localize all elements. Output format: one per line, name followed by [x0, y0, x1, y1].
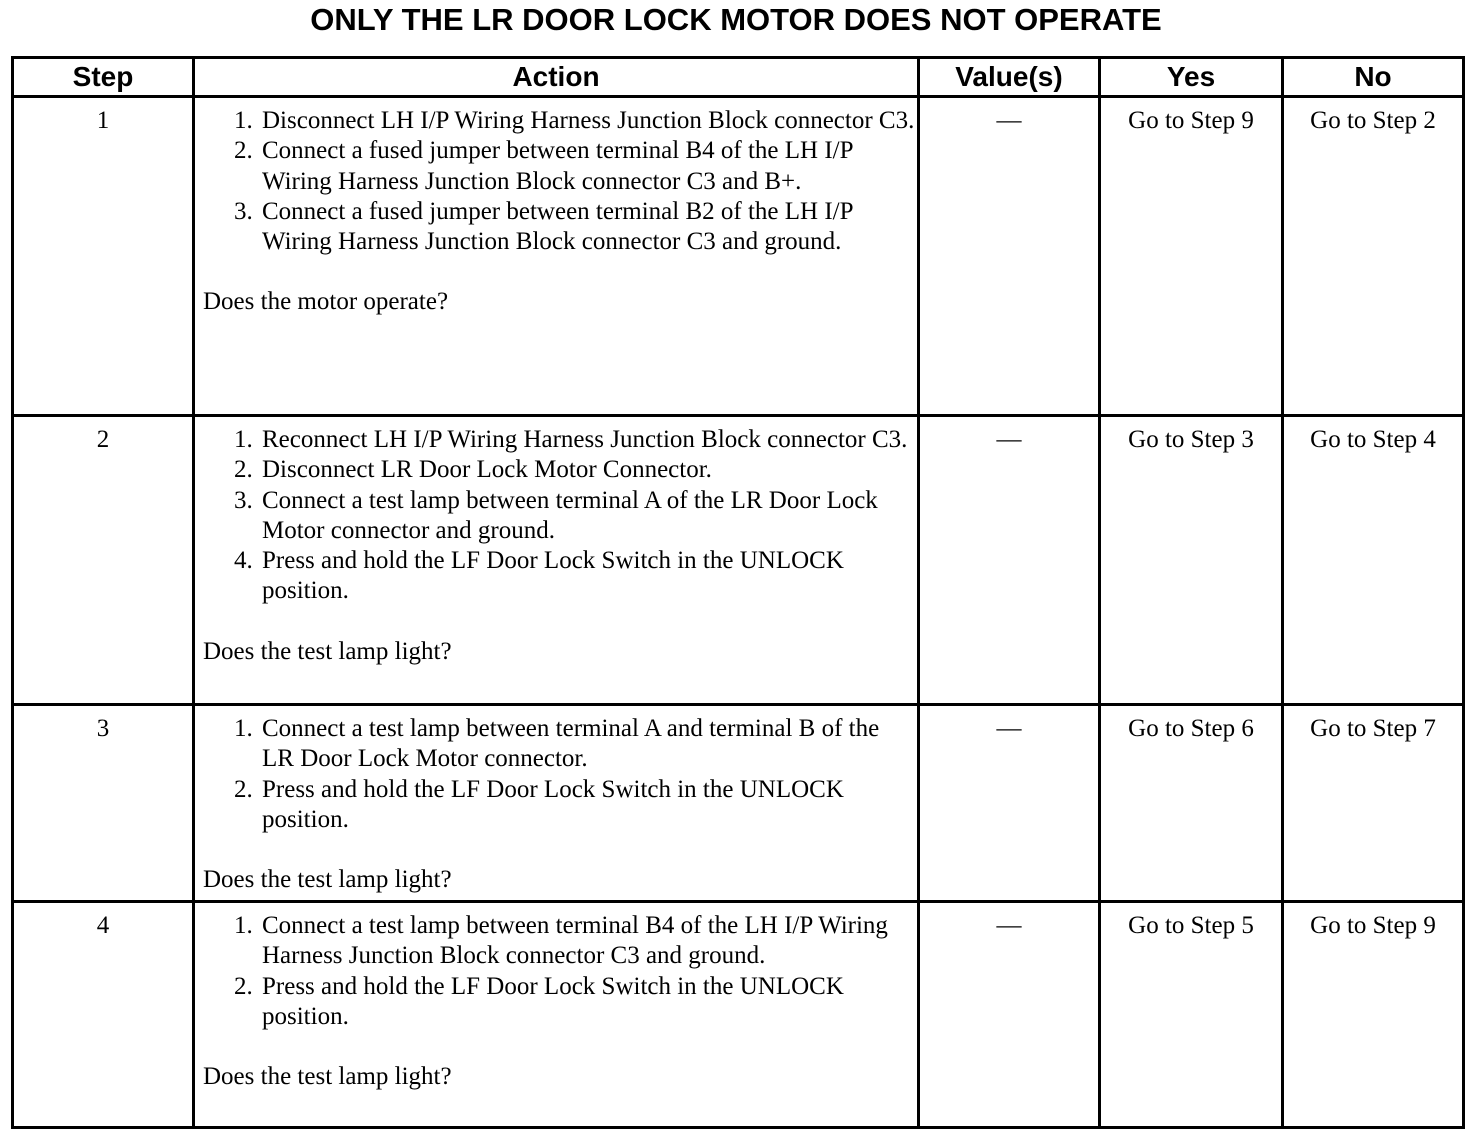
substep: 1. Reconnect LH I/P Wiring Harness Junction Block connector C3.	[259, 425, 917, 455]
header-values: Value(s)	[919, 58, 1100, 97]
no-cell: Go to Step 9	[1283, 902, 1464, 1128]
substep-list	[203, 425, 917, 607]
table-row	[13, 902, 1464, 1128]
no-cell: Go to Step 7	[1283, 705, 1464, 902]
action-cell	[194, 416, 919, 705]
diagnostic-table	[11, 56, 1465, 1129]
action-cell	[194, 97, 919, 416]
action-cell	[194, 705, 919, 902]
substep: 2. Press and hold the LF Door Lock Switch in the UNLOCK position.	[259, 775, 917, 836]
table-row	[13, 416, 1464, 705]
question-text: Does the test lamp light?	[203, 637, 452, 665]
value-cell: —	[919, 97, 1100, 416]
no-cell: Go to Step 4	[1283, 416, 1464, 705]
table-row	[13, 705, 1464, 902]
table-header-row	[13, 58, 1464, 97]
no-cell: Go to Step 2	[1283, 97, 1464, 416]
substep-list	[203, 911, 917, 1032]
step-number: 2	[13, 416, 194, 705]
step-number: 1	[13, 97, 194, 416]
step-number: 4	[13, 902, 194, 1128]
substep: 4. Press and hold the LF Door Lock Switch in the UNLOCK position.	[259, 546, 917, 607]
value-cell: —	[919, 705, 1100, 902]
step-number: 3	[13, 705, 194, 902]
substep-list	[203, 714, 917, 835]
table-row	[13, 97, 1464, 416]
yes-cell: Go to Step 5	[1100, 902, 1283, 1128]
value-cell: —	[919, 902, 1100, 1128]
header-no: No	[1283, 58, 1464, 97]
header-step: Step	[13, 58, 194, 97]
yes-cell: Go to Step 3	[1100, 416, 1283, 705]
action-cell	[194, 902, 919, 1128]
yes-cell: Go to Step 6	[1100, 705, 1283, 902]
substep: 2. Disconnect LR Door Lock Motor Connector.	[259, 455, 917, 485]
substep: 2. Press and hold the LF Door Lock Switch in the UNLOCK position.	[259, 972, 917, 1033]
substep: 1. Connect a test lamp between terminal B4 of the LH I/P Wiring Harness Junction Block connector C3 and ground.	[259, 911, 917, 972]
substep: 3. Connect a test lamp between terminal A of the LR Door Lock Motor connector and ground.	[259, 486, 917, 547]
substep: 2. Connect a fused jumper between terminal B4 of the LH I/P Wiring Harness Junction Block connector C3 and B+.	[259, 136, 917, 197]
question-text: Does the motor operate?	[203, 288, 449, 316]
question-text: Does the test lamp light?	[203, 866, 452, 894]
substep: 1. Disconnect LH I/P Wiring Harness Junction Block connector C3.	[259, 106, 917, 136]
yes-cell: Go to Step 9	[1100, 97, 1283, 416]
page-title: ONLY THE LR DOOR LOCK MOTOR DOES NOT OPERATE	[310, 2, 1162, 37]
substep: 3. Connect a fused jumper between terminal B2 of the LH I/P Wiring Harness Junction Block connector C3 and ground.	[259, 197, 917, 258]
header-action: Action	[194, 58, 919, 97]
substep-list	[203, 106, 917, 257]
header-yes: Yes	[1100, 58, 1283, 97]
question-text: Does the test lamp light?	[203, 1063, 452, 1091]
value-cell: —	[919, 416, 1100, 705]
substep: 1. Connect a test lamp between terminal A and terminal B of the LR Door Lock Motor connector.	[259, 714, 917, 775]
